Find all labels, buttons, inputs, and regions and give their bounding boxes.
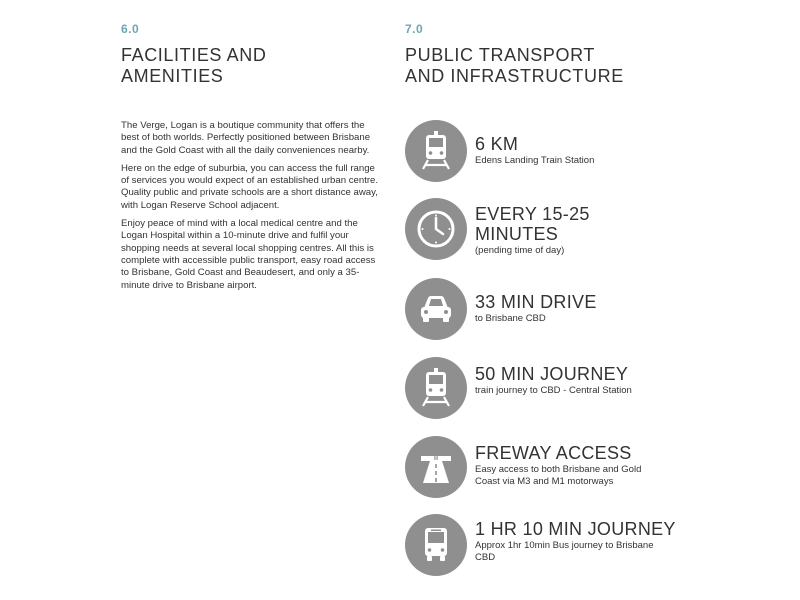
item-detail: train journey to CBD - Central Station (475, 385, 632, 396)
motorway-icon (405, 436, 467, 498)
transport-item-train-distance (405, 120, 785, 182)
item-detail: Approx 1hr 10min Bus journey to Brisbane CBD (475, 540, 654, 563)
facilities-body (121, 120, 383, 292)
transport-item-freeway (405, 436, 785, 498)
body-paragraph: The Verge, Logan is a boutique community that offers the best of both worlds. Perfectly positioned between Brisbane and the Gold Coast with all the daily conveniences nearby. (121, 120, 371, 156)
section-title-line1: PUBLIC TRANSPORT (405, 45, 595, 65)
transport-item-drive (405, 278, 785, 340)
section-number: 6.0 (121, 22, 140, 36)
transport-item-frequency (405, 198, 785, 260)
section-title (121, 45, 383, 87)
item-headline: 1 HR 10 MIN JOURNEY (475, 519, 676, 539)
section-title-line2: AMENITIES (121, 66, 224, 86)
transport-section (405, 22, 785, 87)
section-title (405, 45, 785, 87)
item-detail: to Brisbane CBD (475, 313, 546, 324)
body-paragraph: Here on the edge of suburbia, you can access the full range of services you would expect of an established urban centre. Quality public and private schools are a short distance away, with Logan Reserve School adjacent. (121, 162, 379, 211)
section-number: 7.0 (405, 22, 424, 36)
car-icon (405, 278, 467, 340)
transport-item-bus (405, 514, 785, 576)
item-headline: EVERY 15-25 (475, 204, 590, 224)
transport-item-train-journey (405, 357, 785, 419)
item-headline-line2: MINUTES (475, 224, 559, 244)
train-icon (405, 120, 467, 182)
train-icon (405, 357, 467, 419)
item-detail: Easy access to both Brisbane and Gold Coast via M3 and M1 motorways (475, 464, 642, 487)
facilities-section (121, 22, 383, 298)
clock-icon (405, 198, 467, 260)
item-headline: 6 KM (475, 134, 519, 154)
body-paragraph: Enjoy peace of mind with a local medical centre and the Logan Hospital within a 10-minute drive and fulfil your shopping needs at several local shopping centres. All this is complete with accessible public transport, easy road access to Brisbane, Gold Coast and Beaudesert, and only a 35-minute drive to Brisbane airport. (121, 218, 376, 291)
svg-text:M: M (433, 456, 439, 462)
bus-icon (405, 514, 467, 576)
item-headline: 33 MIN DRIVE (475, 292, 597, 312)
item-headline: 50 MIN JOURNEY (475, 364, 629, 384)
section-title-line1: FACILITIES AND (121, 45, 267, 65)
item-detail: (pending time of day) (475, 245, 565, 256)
item-detail: Edens Landing Train Station (475, 155, 595, 166)
item-headline: FREWAY ACCESS (475, 443, 632, 463)
section-title-line2: AND INFRASTRUCTURE (405, 66, 624, 86)
